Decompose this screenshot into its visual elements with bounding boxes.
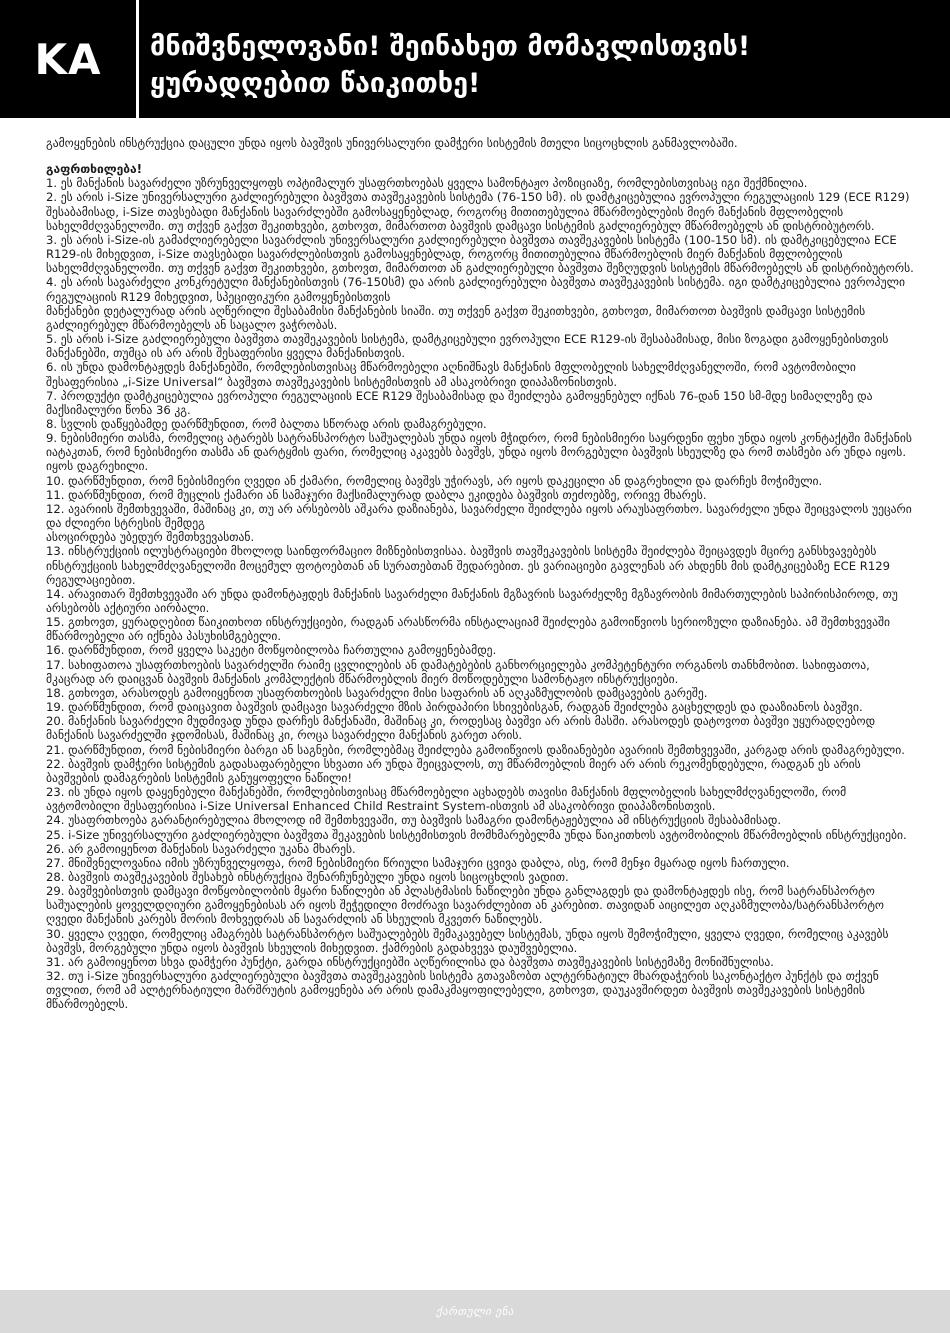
warning-item: 10. დარწმუნდით, რომ ნებისმიერი ღვედი ან ქამარი, რომელიც ბავშვს უჭირავს, არ იყოს დაკეცილი ან დაგრეხილი და დარჩეს მოჭიმული. xyxy=(46,473,823,488)
footer-language-label: ქართული ენა xyxy=(436,1305,514,1318)
warning-item: 31. არ გამოიყენოთ სხვა დამჭერი პუნქტი, გარდა ინსტრუქციებში აღწერილისა და ბავშვთა თავშეკავების სისტემაზე მონიშნულისა. xyxy=(46,954,774,969)
warning-item: 14. არავითარ შემთხვევაში არ უნდა დამონტაჟდეს მანქანის სავარძელი მანქანის მგზავრის სავარძელზე მგზავრობის მიმართულების საპირისპიროდ, თუ არსებობს აქტიური აირბალი. xyxy=(46,586,898,615)
warning-item: 18. გთხოვთ, არასოდეს გამოიყენოთ უსაფრთხოების სავარძელი მისი საფარის ან აღკაზმულობის დამცავების გარეშე. xyxy=(46,685,708,700)
warning-item: 17. სახიფათოა უსაფრთხოების სავარძელში რაიმე ცვლილების ან დამატებების განხორციელება კომპეტენტური ორგანოს თანხმობით. სახიფათოა, მკაცრად არ დაიცვან ბავშვის მანქანის კომპლექტის მწარმოებლის მიერ მოწოდებული სამონტაჟო ინსტრუქციები. xyxy=(46,657,870,686)
warning-item: 1. ეს მანქანის სავარძელი უზრუნველყოფს ოპტიმალურ უსაფრთხოებას ყველა სამონტაჟო პოზიციაზე, რომლებისთვისაც იგი შექმნილია. xyxy=(46,176,808,191)
warning-item: 23. ის უნდა იყოს დაყენებული მანქანებში, რომლებისთვისაც მწარმოებელი აცხადებს თავისი მანქანის მფლობელის სახელმძღვანელოში, რომ ავტომობილი შესაფერისია i-Size Universal Enhanced Child Restraint System-ისთვის ამ ასაკობრივი დიაპაზონისთვის. xyxy=(46,785,847,814)
warning-item: 15. გთხოვთ, ყურადღებით წაიკითხოთ ინსტრუქციები, რადგან არასწორმა ინსტალაციამ შეიძლება გამოიწვიოს სერიოზული დაზიანება. ამ შემთხვევაში მწარმოებელი არ იქნება პასუხისმგებელი. xyxy=(46,615,891,644)
warning-item: 22. ბავშვის დამჭერი სისტემის გადასაფარებელი სხვათი არ უნდა შეიცვალოს, თუ მწარმოებლის მიერ არ არის რეკომენდებული, რადგან ეს არის ბავშვების დამაგრების სისტემის განუყოფელი ნაწილი! xyxy=(46,756,861,785)
document-body xyxy=(46,136,914,1012)
warning-item: 16. დარწმუნდით, რომ ყველა საკეტი მოწყობილობა ჩართულია გამოყენებამდე. xyxy=(46,643,497,658)
page-footer xyxy=(0,1290,950,1333)
warning-item: 29. ბავშვებისთვის დამცავი მოწყობილობის მყარი ნაწილები ან პლასტმასის ნაწილები უნდა განლაგდეს და დამონტაჟდეს ისე, რომ სატრანსპორტო საშუალების ყოველდღიური გამოყენებისას არ იყოს შეჭედილი მოძრავი სავარძლებით ან კარებით. თავიდან აიცილეთ აღკაზმულობა/სატრანსპორტო ღვედი მანქანის კარებს მორის მოხვედრას ან სავარძლის ან სხეულის მკვეთრ ნაწილებს. xyxy=(46,884,885,927)
warning-item: 3. ეს არის i-Size-ის გამაძლიერებელი სავარძლის უნივერსალური გაძლიერებული ბავშვთა თავშეკავების სისტემა (100-150 სმ). ის დამტკიცებულია ECE R129-ის მიხედვით, i-Size თავსებადი სავარძლებისთვის გამოსაყენებლად, როგორც მითითებულია მწარმოებლის მიერ მანქანის მფლობელის სახელმძღვანელოში. თუ თქვენ გაქვთ შეკითხვები, გთხოვთ, მიმართოთ ან გაძლიერებული ბავშვთა შეზღუდვის სისტემის მწარმოებელს ან დისტრიბუტორს. xyxy=(46,232,914,276)
warning-item: 26. არ გამოიყენოთ მანქანის სავარძელი უკანა მხარეს. xyxy=(46,841,356,856)
header-divider xyxy=(136,0,139,118)
warning-item: 4. ეს არის სავარძელი კონკრეტული მანქანებისთვის (76-150სმ) და არის გაძლიერებული ბავშვთა თავშეკავების სისტემა. იგი დამტკიცებულია ევროპული რეგულაციის R129 მიხედვით, სპეციფიკური გამოყენებისთვის მანქანები დეტალურად არის აღწერილი შესაბამისი მანქანების სიაში. თუ თქვენ გაქვთ შეკითხვები, გთხოვთ, მიმართოთ ბავშვის დამცავი სისტემის გაძლიერებულ მწარმოებელს ან საცალო ვაჭრობას. xyxy=(46,275,905,332)
warning-item: 6. ის უნდა დამონტაჟდეს მანქანებში, რომლებისთვისაც მწარმოებელი აღნიშნავს მანქანის მფლობელის სახელმძღვანელოში, რომ ავტომობილი შესაფერისია „i-Size Universal“ ბავშვთა თავშეკავების სისტემისთვის ამ ასაკობრივი დიაპაზონისთვის. xyxy=(46,360,856,389)
warning-item: 20. მანქანის სავარძელი მუდმივად უნდა დარჩეს მანქანაში, მაშინაც კი, როდესაც ბავშვი არ არის მასში. არასოდეს დატოვოთ ბავშვი უყურადღებოდ მანქანის სავარძელში ჯდომისას, მაშინაც კი, როცა სავარძელი მანქანის გარეთ არის. xyxy=(46,714,876,743)
warning-item: 2. ეს არის i-Size უნივერსალური გაძლიერებული ბავშვთა თავშეკავების სისტემა (76-150 სმ). ის დამტკიცებულია ევროპული რეგულაციის 129 (ECE R129) შესაბამისად, i-Size თავსებადი მანქანის სავარძლებში გამოსაყენებლად, როგორც მითითებულია მწარმოებლების მიერ მანქანის მფლობელის სახელმძღვანელოში. თუ თქვენ გაქვთ შეკითხვები, გთხოვთ, მიმართოთ ბავშვის დამცავი სისტემის გაძლიერებულ მწარმოებელს ან დისტრიბუტორს. xyxy=(46,190,910,233)
warning-item: 30. ყველა ღვედი, რომელიც ამაგრებს სატრანსპორტო საშუალებებს შემაკავებელ სისტემას, უნდა იყოს შემოჭიმული, ყველა ღვედი, რომელიც აკავებს ბავშვს, მორგებული უნდა იყოს ბავშვის სხეულის მიხედვით. ქამრების გადახვევა დაუშვებელია. xyxy=(46,926,889,955)
warning-list xyxy=(46,176,914,1011)
warning-item: 21. დარწმუნდით, რომ ნებისმიერი ბარგი ან საგნები, რომლებმაც შეიძლება გამოიწვიოს დაზიანებები ავარიის შემთხვევაში, კარგად არის დამაგრებული. xyxy=(46,742,905,757)
warning-item: 8. სვლის დაწყებამდე დარწმუნდით, რომ ბალთა სწორად არის დამაგრებული. xyxy=(46,416,487,431)
warning-item: 32. თუ i-Size უნივერსალური გაძლიერებული ბავშვთა თავშეკავების სისტემა გთავაზობთ ალტერნატიულ მხარდაჭერის საკონტაქტო პუნქტს და თქვენ თვლით, რომ ამ ალტერნატიული მარშრუტის გამოყენება არ არის დამაკმაყოფილებელი, გთხოვთ, დაუკავშირდეთ ბავშვის თავშეკავების სისტემის მწარმოებელს. xyxy=(46,969,879,1012)
page-title xyxy=(150,28,940,102)
warning-item: 5. ეს არის i-Size გაძლიერებული ბავშვთა თავშეკავების სისტემა, დამტკიცებული ევროპული ECE R129-ის შესაბამისად, მისი ზოგადი გამოყენებისთვის მანქანებში, თუმცა ის არ არის შესაფერისი ყველა მანქანისთვის. xyxy=(46,332,889,361)
warning-item: 9. ნებისმიერი თასმა, რომელიც ატარებს სატრანსპორტო საშუალებას უნდა იყოს მჭიდრო, რომ ნებისმიერი საყრდენი ფეხი უნდა იყოს კონტაქტში მანქანის იატაკთან, რომ ნებისმიერი თასმა ან დარტყმის ფარი, რომელიც აკავებს ბავშვს, უნდა იყოს მორგებული ბავშვის სხეულზე და რომ თასმები არ უნდა იყოს. იყოს დაგრეხილი. xyxy=(46,431,912,474)
title-line-1: მნიშვნელოვანი! შეინახეთ მომავლისთვის! xyxy=(150,31,751,62)
warning-item: 12. ავარიის შემთხვევაში, მაშინაც კი, თუ არ არსებობს აშკარა დაზიანება, სავარძელი შეიძლება იყოს არაუსაფრთხო. სავარძელი უნდა შეიცვალოს უეცარი და ძლიერი სტრესის შემდეგ ასოცირდება უბედურ შემთხვევასთან. xyxy=(46,501,912,545)
warning-item: 27. მნიშვნელოვანია იმის უზრუნველყოფა, რომ ნებისმიერი წრიული სამაჯური ცვივა დაბლა, ისე, რომ მენჯი მყარად იყოს ჩართული. xyxy=(46,855,790,870)
warning-item: 28. ბავშვის თავშეკავების შესახებ ინსტრუქცია შენარჩუნებული უნდა იყოს სიცოცხლის ვადით. xyxy=(46,869,569,884)
warning-item: 19. დარწმუნდით, რომ დაიცავით ბავშვის დამცავი სავარძელი მზის პირდაპირი სხივებისგან, რადგან შეიძლება გაცხელდეს და დააზიანოს ბავშვი. xyxy=(46,700,863,715)
warning-item: 7. პროდუქტი დამტკიცებულია ევროპული რეგულაციის ECE R129 შესაბამისად და შეიძლება გამოყენებულ იქნას 76-დან 150 სმ-მდე სიმაღლეზე და მაქსიმალური წონა 36 კგ. xyxy=(46,388,873,417)
intro-paragraph: გამოყენების ინსტრუქცია დაცული უნდა იყოს ბავშვის უნივერსალური დამჭერი სისტემის მთელი სიცოცხლის განმავლობაში. xyxy=(46,136,738,150)
language-code: KA xyxy=(34,34,102,84)
warning-item: 25. i-Size უნივერსალური გაძლიერებული ბავშვთა შეკავების სისტემისთვის მომხმარებელმა უნდა წაიკითხოს ავტომობილის მწარმოებლის ინსტრუქციები. xyxy=(46,827,907,842)
title-line-2: ყურადღებით წაიკითხე! xyxy=(150,68,481,99)
page-header xyxy=(0,0,950,118)
warning-item: 11. დარწმუნდით, რომ მუცლის ქამარი ან სამაჯური მაქსიმალურად დაბლა ეკიდება ბავშვის თეძოებზე, ორივე მხარეს. xyxy=(46,487,707,502)
warning-heading: გაფრთხილება! xyxy=(46,162,143,177)
warning-item: 13. ინსტრუქციის ილუსტრაციები მხოლოდ საინფორმაციო მიზნებისთვისაა. ბავშვის თავშეკავების სისტემა შეიძლება შეიცავდეს მცირე განსხვავებებს ინსტრუქციის სახელმძღვანელოში მოცემულ ფოტოებთან ან სურათებთან შედარებით. ეს ვარიაციები გავლენას არ ახდენს მის დამტკიცებაზე ECE R129 რეგულაციებით. xyxy=(46,544,890,587)
warning-item: 24. უსაფრთხოება გარანტირებულია მხოლოდ იმ შემთხვევაში, თუ ბავშვის სამაგრი დამონტაჟებულია ამ ინსტრუქციის შესაბამისად. xyxy=(46,813,782,828)
